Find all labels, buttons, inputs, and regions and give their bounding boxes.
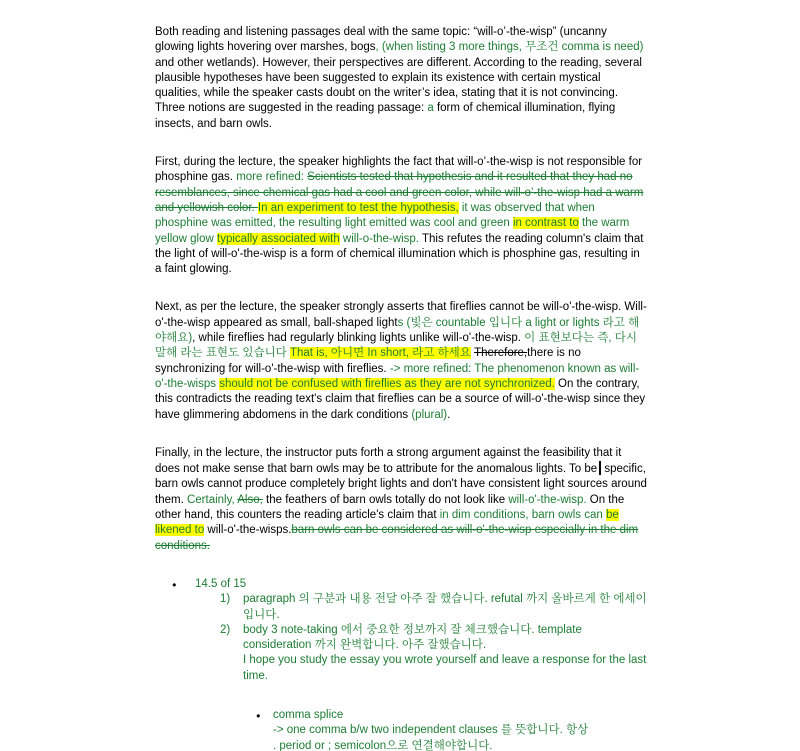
feedback-line — [243, 623, 648, 654]
list-number: 2) — [220, 623, 231, 636]
text-run-green: . period or ; semicolon으로 연결해야합니다. — [273, 739, 493, 751]
text-run-black: , while fireflies had regularly blinking lights unlike will-o'-the-wisp. — [192, 332, 525, 345]
text-run-green: the warm yellow glow — [155, 217, 630, 245]
essay-paragraph-4[interactable] — [155, 446, 648, 554]
feedback-list — [155, 577, 648, 751]
text-run-black: On the contrary, this contradicts the reading text's claim that fireflies can be a source of will-o'-the-wisp since they have glimmering abdomens in the dark conditions — [155, 377, 646, 421]
feedback-line — [243, 653, 648, 684]
feedback-line — [195, 577, 648, 592]
text-run-green: s (빛은 countable 입니다 a light or lights 라고 해야해요) — [155, 316, 640, 345]
text-run-green: 이 표현보다는 즉, 다시 말해 라는 표현도 있습니다 — [155, 332, 637, 360]
text-run-green-hl: That is, 아니면 In short, 라고 하세요 — [289, 347, 471, 360]
text-run-green: 14.5 of 15 — [195, 577, 247, 590]
text-run-green: will-o-the-wisp. — [339, 232, 419, 245]
text-run-black: there is no synchronizing for will-o'-the-wisp with fireflies. — [155, 347, 581, 375]
text-run-black: and other wetlands). However, their perspectives are different. According to the reading, several plausible hypotheses have been suggested to explain its existence with certain mystical qualities, while the speaker casts doubt on the writer’s idea, stating that it is not convincing. Three notions are suggested in the reading passage: — [155, 56, 642, 115]
feedback-line — [273, 739, 648, 751]
text-run-green: paragraph 의 구분과 내용 전달 아주 잘 했습니다. refutal 까지 올바르게 한 에세이 입니다. — [243, 593, 647, 621]
essay-paragraphs — [155, 25, 648, 554]
feedback-line — [243, 592, 648, 623]
text-run-green-hl: typically associated with — [217, 232, 340, 245]
feedback-line — [273, 708, 648, 723]
feedback-item-2[interactable] — [220, 592, 648, 623]
text-run-green: in dim conditions, barn owls can — [439, 509, 606, 522]
document-content — [155, 25, 648, 751]
feedback-item-body — [243, 592, 648, 623]
text-run-green-hl: should not be confused with fireflies as they are not synchronized. — [219, 377, 555, 390]
text-run-green-strike: Scientists tested that hypothesis and it resulted that they had no resemblances, since chemical gas had a cool and green color, while will-o’-the-wisp had a warm and yellowish color. — [155, 171, 644, 214]
text-run-black: . — [447, 408, 451, 421]
bullet-icon: ● — [256, 710, 261, 720]
essay-paragraph-1[interactable] — [155, 25, 648, 132]
text-run-black: specific, barn owls cannot produce completely bright lights and don't have consistent light sources around them. — [155, 463, 647, 506]
text-run-green: comma splice — [273, 708, 344, 721]
text-run-black: First, during the lecture, the speaker highlights the fact that will-o’-the-wisp is not responsible for phosphine gas. — [155, 156, 643, 184]
text-run-green-hl: In an experiment to test the hypothesis, — [257, 201, 459, 214]
text-run-black: On the other hand, this counters the reading article's claim that — [155, 493, 625, 522]
text-run-green: -> one comma b/w two independent clauses 를 뜻합니다. 항상 — [273, 724, 589, 737]
text-run-green: -> more refined: The phenomenon known as will-o'-the-wisps — [155, 362, 640, 390]
text-run-black: the feathers of barn owls totally do not look like — [262, 493, 509, 506]
text-run-black: Next, as per the lecture, the speaker strongly asserts that fireflies cannot be will-o'-the-wisp. Will-o'-the-wisp appeared as small, ball-shaped light — [155, 301, 647, 329]
text-run-black: will-o'-the-wisps. — [204, 524, 292, 537]
text-run-green: more refined: — [236, 171, 308, 184]
text-run-black-strike: Therefore, — [474, 347, 528, 360]
text-run-green: , (when listing 3 more things, 무조건 comma is need) — [375, 41, 644, 54]
essay-paragraph-3[interactable] — [155, 300, 648, 422]
text-run-green: Certainly, — [186, 493, 238, 506]
text-run-green: will-o'-the-wisp. — [508, 493, 587, 506]
feedback-item-3[interactable] — [220, 623, 648, 684]
text-run-green: it was observed that when phosphine was emitted, the resulting light emitted was cool and green — [155, 201, 595, 230]
feedback-item-4[interactable] — [256, 708, 648, 751]
feedback-item-body — [243, 623, 648, 684]
list-number: 1) — [220, 593, 231, 606]
text-run-green: body 3 note-taking 에서 중요한 정보까지 잘 체크했습니다. template consideration 까지 완벽합니다. 아주 잘했습니다. — [243, 623, 582, 652]
text-run-green-strike: Also, — [237, 493, 263, 506]
text-run-black: Finally, in the lecture, the instructor puts forth a strong argument against the feasibility that it does not make sense that barn owls may be to attribute for the anomalous lights. To be — [155, 446, 622, 476]
text-run-green: a — [427, 102, 434, 115]
text-run-black: This refutes the reading column's claim that the light of will-o'-the-wisp is a form of chemical illumination which is phosphine gas, resulting in a faint glowing. — [155, 232, 644, 276]
text-run-green-hl: be likened to — [155, 509, 619, 537]
text-run-black: Both reading and listening passages deal with the same topic: “will-o’-the-wisp” (uncanny glowing lights hovering over marshes, bogs — [155, 26, 607, 54]
feedback-line — [273, 723, 648, 738]
feedback-item-body — [273, 708, 648, 751]
feedback-item-1[interactable] — [172, 577, 648, 592]
bullet-icon: ● — [172, 579, 177, 589]
text-run-black: form of chemical illumination, flying insects, and barn owls. — [155, 102, 616, 130]
text-run-green-strike: barn owls can be considered as will-o'-the-wisp especially in the dim conditions. — [155, 524, 639, 552]
feedback-item-body — [195, 577, 648, 592]
essay-paragraph-2[interactable] — [155, 155, 648, 277]
text-run-green: (plural) — [411, 408, 448, 421]
text-run-green: I hope you study the essay you wrote yourself and leave a response for the last time. — [243, 654, 647, 682]
text-run-green-hl: in contrast to — [513, 217, 579, 230]
